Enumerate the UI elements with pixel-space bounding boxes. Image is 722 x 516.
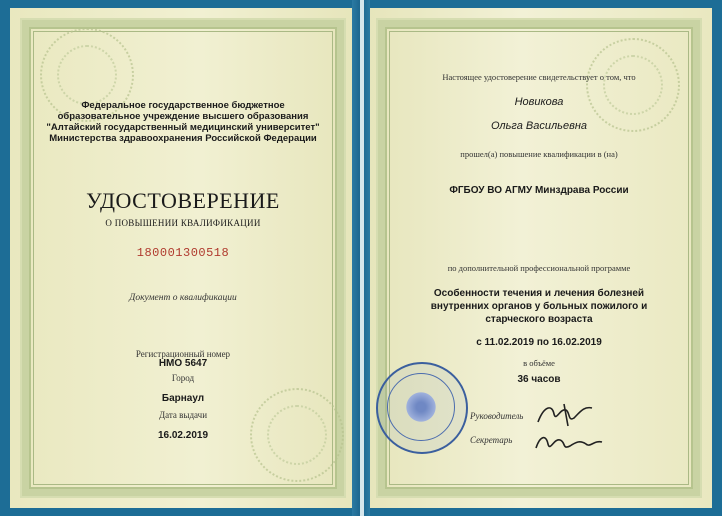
volume-value: 36 часов xyxy=(517,374,561,385)
official-seal-icon xyxy=(376,362,468,454)
recipient-surname: Новикова xyxy=(514,96,564,108)
issuer-line: образовательное учреждение высшего образования xyxy=(57,111,309,122)
city-label: Город xyxy=(171,373,195,383)
city-value: Барнаул xyxy=(161,393,205,404)
secretary-label: Секретарь xyxy=(470,435,513,445)
program-line: внутренних органов у больных пожилого и xyxy=(430,301,648,312)
program-line: старческого возраста xyxy=(485,314,593,325)
reg-value: НМО 5647 xyxy=(158,358,208,369)
date-value: 16.02.2019 xyxy=(157,430,209,441)
head-label: Руководитель xyxy=(470,411,524,421)
volume-label: в объёме xyxy=(523,358,555,368)
left-page xyxy=(10,8,356,508)
seal-emblem-icon xyxy=(404,390,438,424)
date-label: Дата выдачи xyxy=(158,410,208,420)
issuer-block xyxy=(10,100,356,144)
recipient-name: Ольга Васильевна xyxy=(491,120,587,132)
period: с 11.02.2019 по 16.02.2019 xyxy=(476,337,602,348)
program-line: Особенности течения и лечения болезней xyxy=(433,288,645,299)
intro-text: Настоящее удостоверение свидетельствует о том, что xyxy=(442,72,636,82)
doc-number: 180001300518 xyxy=(136,246,230,260)
reg-label: Регистрационный номер xyxy=(135,349,231,359)
passed-text: прошел(а) повышение квалификации в (на) xyxy=(460,149,618,159)
ribbon-bookmark xyxy=(360,0,364,516)
head-signature-icon xyxy=(534,400,604,430)
doc-subtitle: О ПОВЫШЕНИИ КВАЛИФИКАЦИИ xyxy=(105,218,261,228)
institution: ФГБОУ ВО АГМУ Минздрава России xyxy=(449,185,629,196)
doc-type: Документ о квалификации xyxy=(129,293,237,303)
issuer-line: "Алтайский государственный медицинский университет" xyxy=(46,122,320,133)
program-label: по дополнительной профессиональной программе xyxy=(447,263,631,273)
program-title xyxy=(366,287,712,326)
decor-rosette-icon xyxy=(586,38,680,132)
doc-title: УДОСТОВЕРЕНИЕ xyxy=(86,188,280,213)
issuer-line: Министерства здравоохранения Российской Федерации xyxy=(49,133,317,144)
secretary-signature-icon xyxy=(532,428,612,456)
issuer-line: Федеральное государственное бюджетное xyxy=(81,100,285,111)
decor-rosette-icon xyxy=(250,388,344,482)
